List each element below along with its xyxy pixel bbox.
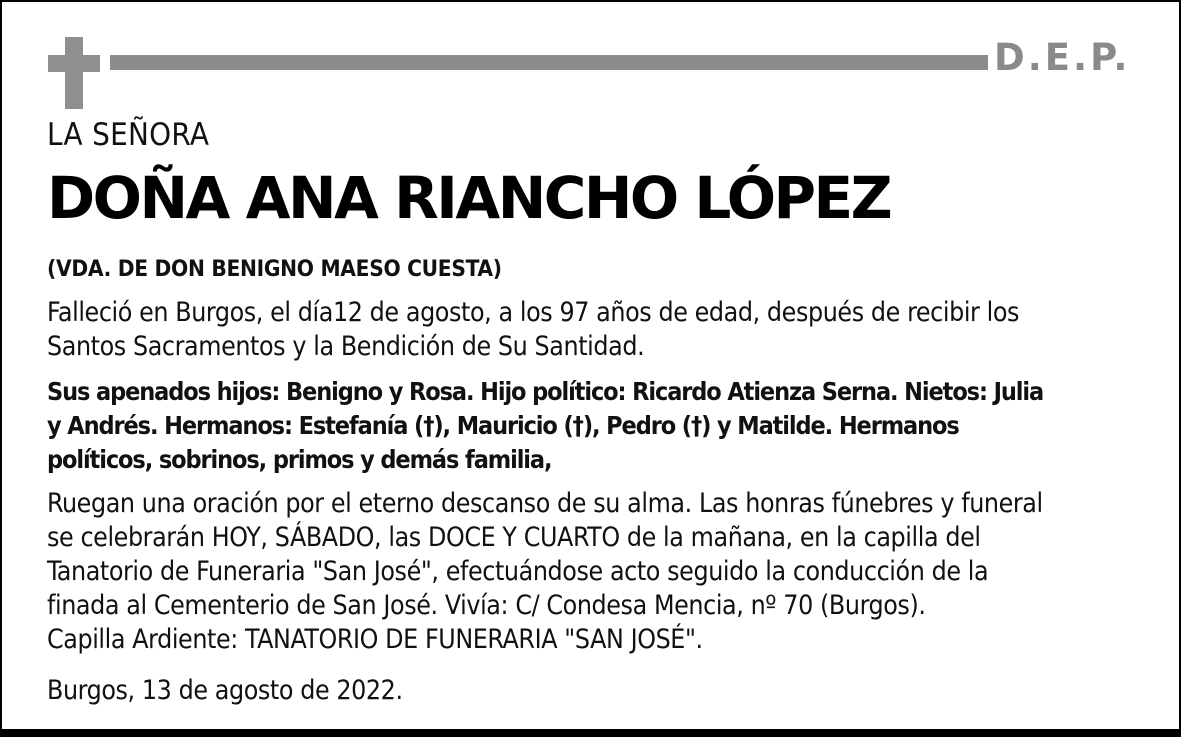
family-line: políticos, sobrinos, primos y demás familia, (47, 445, 552, 474)
header-rule (110, 55, 988, 70)
honorific-prefix: LA SEÑORA (47, 117, 210, 153)
family-line: Sus apenados hijos: Benigno y Rosa. Hijo político: Ricardo Atienza Serna. Nietos: Julia (47, 377, 1044, 406)
dep-label: D.E.P. (994, 36, 1131, 79)
widow-of: (VDA. DE DON BENIGNO MAESO CUESTA) (47, 256, 502, 282)
bottom-border (0, 729, 1181, 737)
prayer-line: finada al Cementerio de San José. Vivía: C/ Condesa Mencia, nº 70 (Burgos). (47, 590, 926, 621)
death-notice (47, 296, 1157, 364)
death-notice-line: Santos Sacramentos y la Bendición de Su Santidad. (47, 331, 645, 362)
deceased-name: DOÑA ANA RIANCHO LÓPEZ (47, 164, 891, 232)
place-and-date: Burgos, 13 de agosto de 2022. (47, 675, 403, 706)
family-list (47, 375, 1157, 477)
prayer-line: Capilla Ardiente: TANATORIO DE FUNERARIA "SAN JOSÉ". (47, 624, 703, 655)
family-line: y Andrés. Hermanos: Estefanía (†), Mauricio (†), Pedro (†) y Matilde. Hermanos (47, 411, 959, 440)
prayer-and-funeral-details (47, 487, 1157, 657)
death-notice-line: Falleció en Burgos, el día12 de agosto, a los 97 años de edad, después de recibir los (47, 297, 1020, 328)
prayer-line: se celebrarán HOY, SÁBADO, las DOCE Y CUARTO de la mañana, en la capilla del (47, 522, 981, 553)
prayer-line: Ruegan una oración por el eterno descanso de su alma. Las honras fúnebres y funeral (47, 488, 1043, 519)
cross-icon (48, 37, 100, 109)
prayer-line: Tanatorio de Funeraria "San José", efectuándose acto seguido la conducción de la (47, 556, 989, 587)
